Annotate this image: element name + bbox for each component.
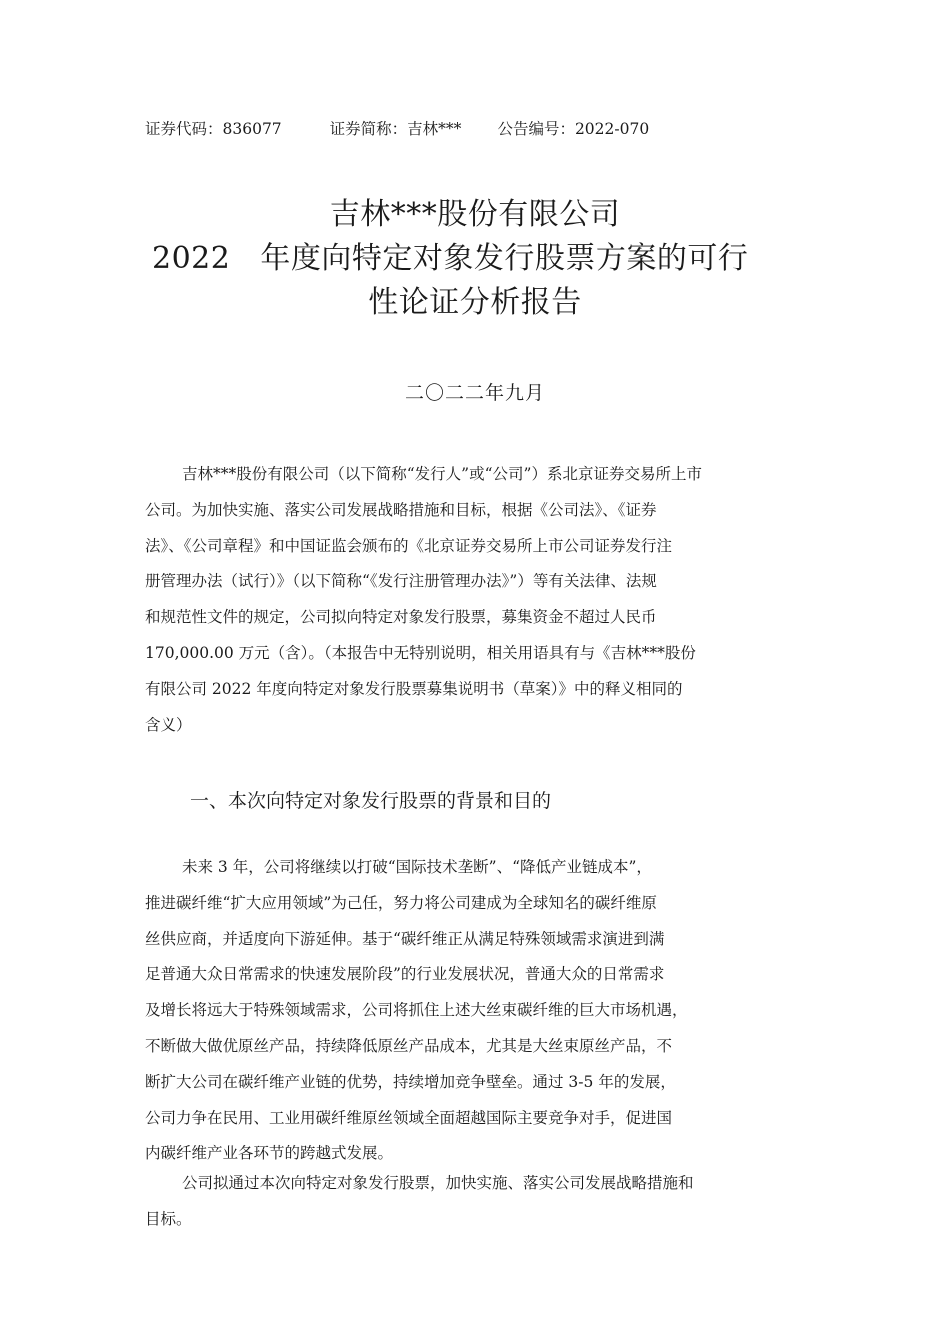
paragraph-line: 吉林***股份有限公司（以下简称“发行人”或“公司”）系北京证券交易所上市: [182, 465, 702, 483]
title-line-3: 性论证分析报告: [368, 285, 582, 320]
paragraph-line: 公司力争在民用、工业用碳纤维原丝领域全面超越国际主要竞争对手，促进国: [145, 1108, 673, 1127]
paragraph-line: 未来 3 年，公司将继续以打破“国际技术垄断”、“降低产业链成本”，: [182, 858, 652, 876]
paragraph-line: 公司。为加快实施、落实公司发展战略措施和目标，根据《公司法》、《证券: [145, 500, 657, 519]
paragraph-line: 断扩大公司在碳纤维产业链的优势，持续增加竞争壁垒。通过 3-5 年的发展，: [145, 1072, 676, 1091]
paragraph-line: 丝供应商，并适度向下游延伸。基于“碳纤维正从满足特殊领域需求演进到满: [145, 929, 665, 948]
paragraph-line: 有限公司 2022 年度向特定对象发行股票募集说明书（草案）》中的释义相同的: [145, 679, 683, 698]
title-line-1: 吉林***股份有限公司: [329, 197, 621, 232]
paragraph-line: 推进碳纤维“扩大应用领域”为己任，努力将公司建成为全球知名的碳纤维原: [145, 893, 657, 912]
announcement-header: [145, 118, 649, 140]
paragraph-line: 170,000.00 万元（含）。（本报告中无特别说明，相关用语具有与《吉林***股份: [145, 643, 696, 662]
title-line-2: [100, 237, 850, 281]
report-title: [100, 193, 850, 325]
paragraph-line: 及增长将远大于特殊领域需求，公司将抓住上述大丝束碳纤维的巨大市场机遇，: [145, 1001, 688, 1020]
paragraph-line: 内碳纤维产业各环节的跨越式发展。: [145, 1144, 394, 1163]
title-year: 2022: [152, 241, 231, 276]
paragraph-line: 不断做大做优原丝产品，持续降低原丝产品成本，尤其是大丝束原丝产品，不: [145, 1036, 673, 1055]
stock-abbreviation: 证券简称：吉林***: [329, 120, 462, 138]
section-1-paragraph-2: [145, 1166, 813, 1238]
section-heading-1: 一、本次向特定对象发行股票的背景和目的: [190, 790, 552, 812]
paragraph-line: 含义）: [145, 715, 192, 734]
section-1-paragraph-1: [145, 850, 813, 1172]
paragraph-line: 册管理办法（试行）》（以下简称“《发行注册管理办法》”）等有关法律、法规: [145, 572, 657, 591]
announcement-number: 公告编号：2022-070: [497, 120, 650, 138]
paragraph-line: 足普通大众日常需求的快速发展阶段”的行业发展状况，普通大众的日常需求: [145, 965, 665, 984]
stock-code: 证券代码：836077: [145, 120, 282, 138]
paragraph-line: 法》、《公司章程》和中国证监会颁布的《北京证券交易所上市公司证券发行注: [145, 536, 673, 555]
intro-paragraph: [145, 457, 813, 743]
paragraph-line: 目标。: [145, 1209, 192, 1228]
paragraph-line: 公司拟通过本次向特定对象发行股票，加快实施、落实公司发展战略措施和: [182, 1174, 694, 1192]
paragraph-line: 和规范性文件的规定，公司拟向特定对象发行股票，募集资金不超过人民币: [145, 608, 657, 627]
title-line-2-text: 年度向特定对象发行股票方案的可行: [260, 241, 749, 276]
report-date: 二〇二二年九月: [404, 382, 545, 404]
